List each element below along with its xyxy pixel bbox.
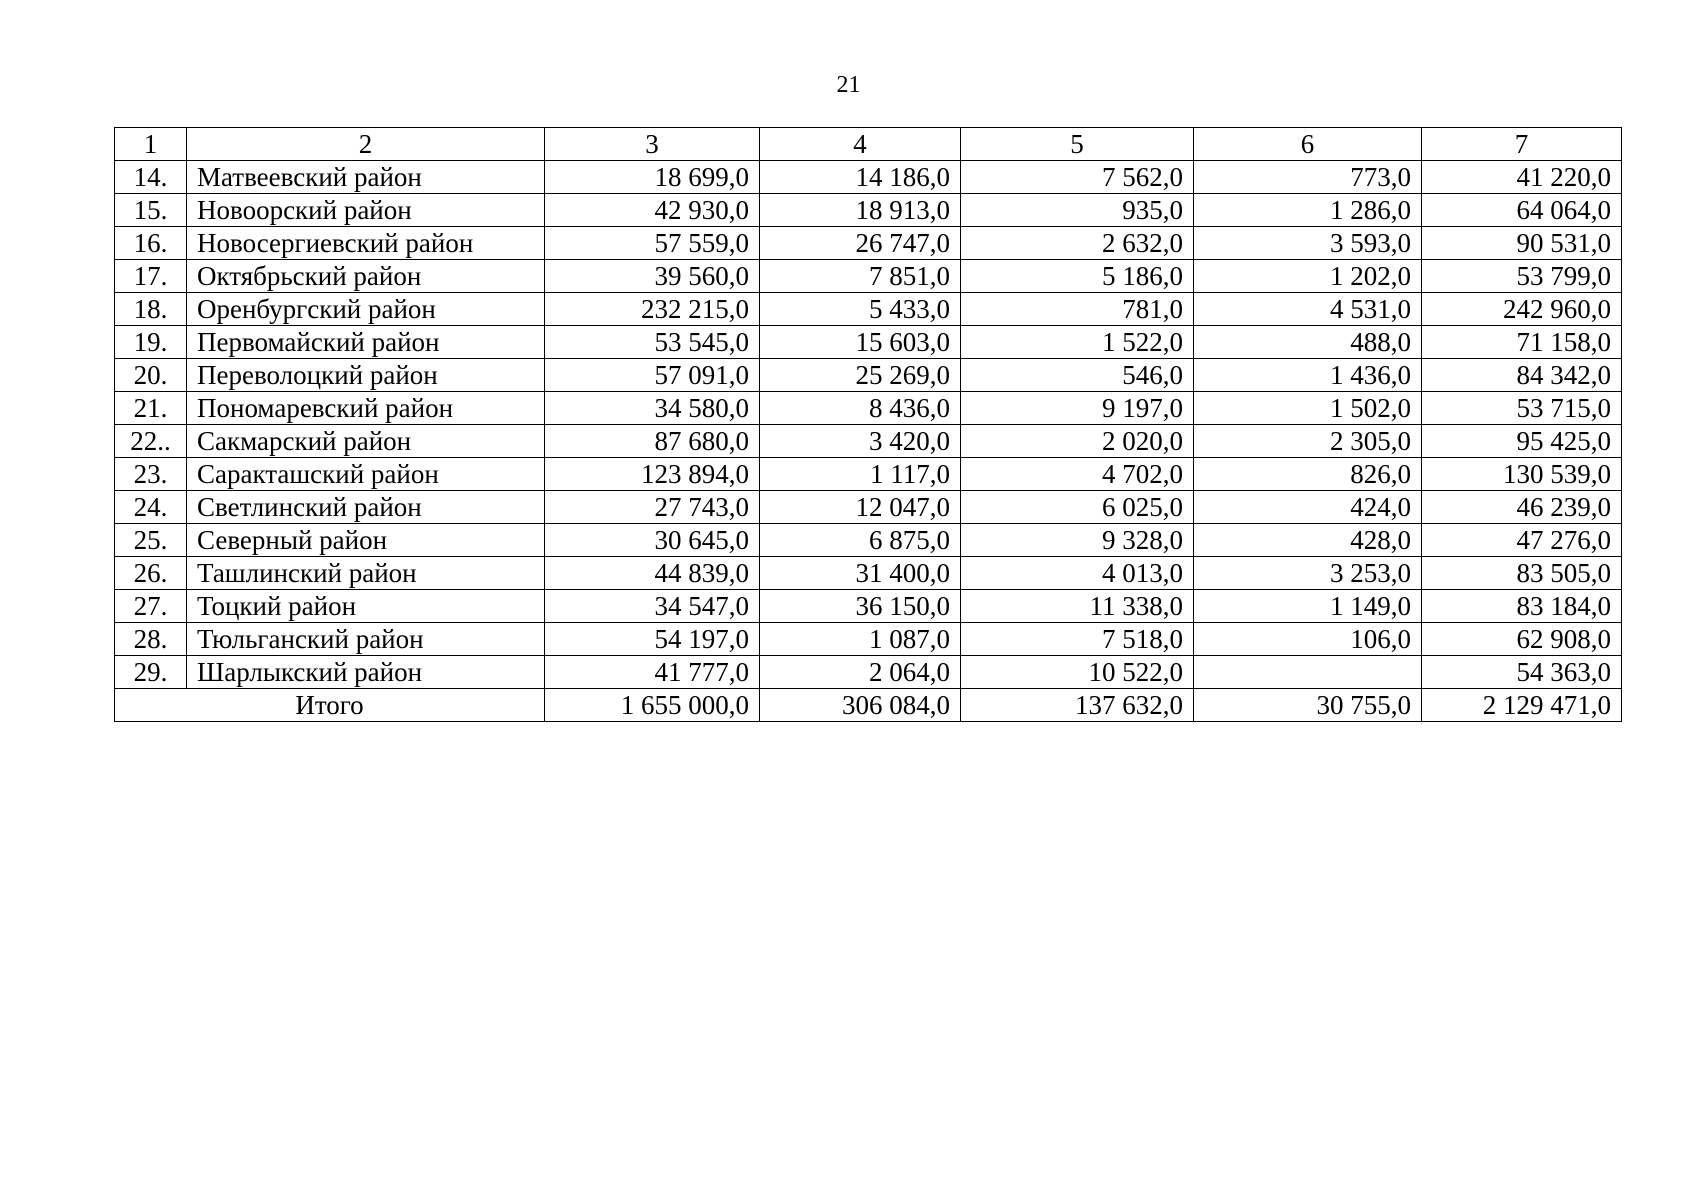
district-name: Саракташский район xyxy=(187,458,545,491)
row-number: 26. xyxy=(115,557,187,590)
value-col-6: 1 202,0 xyxy=(1194,260,1422,293)
total-col-3: 1 655 000,0 xyxy=(545,689,760,722)
header-cell-5: 5 xyxy=(961,128,1194,161)
value-col-5: 546,0 xyxy=(961,359,1194,392)
table-row xyxy=(115,557,1622,590)
district-name: Тоцкий район xyxy=(187,590,545,623)
row-number: 20. xyxy=(115,359,187,392)
district-name: Сакмарский район xyxy=(187,425,545,458)
value-col-3: 34 580,0 xyxy=(545,392,760,425)
table-row xyxy=(115,260,1622,293)
value-col-3: 57 559,0 xyxy=(545,227,760,260)
row-number: 15. xyxy=(115,194,187,227)
row-number: 29. xyxy=(115,656,187,689)
value-col-7: 83 184,0 xyxy=(1422,590,1622,623)
value-col-4: 36 150,0 xyxy=(760,590,961,623)
value-col-4: 3 420,0 xyxy=(760,425,961,458)
table-row xyxy=(115,194,1622,227)
value-col-4: 15 603,0 xyxy=(760,326,961,359)
value-col-3: 232 215,0 xyxy=(545,293,760,326)
table-row xyxy=(115,425,1622,458)
value-col-6: 428,0 xyxy=(1194,524,1422,557)
value-col-5: 11 338,0 xyxy=(961,590,1194,623)
total-col-7: 2 129 471,0 xyxy=(1422,689,1622,722)
value-col-3: 53 545,0 xyxy=(545,326,760,359)
table-row xyxy=(115,293,1622,326)
value-col-4: 5 433,0 xyxy=(760,293,961,326)
value-col-3: 39 560,0 xyxy=(545,260,760,293)
value-col-4: 25 269,0 xyxy=(760,359,961,392)
header-cell-6: 6 xyxy=(1194,128,1422,161)
data-table xyxy=(114,127,1622,722)
value-col-5: 10 522,0 xyxy=(961,656,1194,689)
table-row xyxy=(115,359,1622,392)
value-col-7: 46 239,0 xyxy=(1422,491,1622,524)
value-col-5: 9 328,0 xyxy=(961,524,1194,557)
table-row xyxy=(115,623,1622,656)
row-number: 22.. xyxy=(115,425,187,458)
value-col-5: 1 522,0 xyxy=(961,326,1194,359)
table-row xyxy=(115,524,1622,557)
value-col-4: 1 087,0 xyxy=(760,623,961,656)
value-col-7: 84 342,0 xyxy=(1422,359,1622,392)
header-cell-1: 1 xyxy=(115,128,187,161)
value-col-6: 773,0 xyxy=(1194,161,1422,194)
value-col-6: 1 286,0 xyxy=(1194,194,1422,227)
value-col-6: 1 149,0 xyxy=(1194,590,1422,623)
value-col-5: 2 632,0 xyxy=(961,227,1194,260)
value-col-3: 44 839,0 xyxy=(545,557,760,590)
value-col-6: 488,0 xyxy=(1194,326,1422,359)
value-col-3: 27 743,0 xyxy=(545,491,760,524)
value-col-7: 47 276,0 xyxy=(1422,524,1622,557)
value-col-7: 41 220,0 xyxy=(1422,161,1622,194)
value-col-7: 54 363,0 xyxy=(1422,656,1622,689)
value-col-4: 2 064,0 xyxy=(760,656,961,689)
row-number: 21. xyxy=(115,392,187,425)
value-col-6: 4 531,0 xyxy=(1194,293,1422,326)
value-col-5: 2 020,0 xyxy=(961,425,1194,458)
district-name: Первомайский район xyxy=(187,326,545,359)
header-cell-3: 3 xyxy=(545,128,760,161)
value-col-3: 87 680,0 xyxy=(545,425,760,458)
district-name: Светлинский район xyxy=(187,491,545,524)
value-col-4: 8 436,0 xyxy=(760,392,961,425)
total-row xyxy=(115,689,1622,722)
value-col-5: 7 518,0 xyxy=(961,623,1194,656)
header-cell-2: 2 xyxy=(187,128,545,161)
table-body xyxy=(115,128,1622,722)
value-col-5: 935,0 xyxy=(961,194,1194,227)
value-col-3: 34 547,0 xyxy=(545,590,760,623)
header-row xyxy=(115,128,1622,161)
value-col-5: 6 025,0 xyxy=(961,491,1194,524)
value-col-3: 18 699,0 xyxy=(545,161,760,194)
value-col-4: 26 747,0 xyxy=(760,227,961,260)
value-col-5: 5 186,0 xyxy=(961,260,1194,293)
row-number: 14. xyxy=(115,161,187,194)
district-name: Ташлинский район xyxy=(187,557,545,590)
value-col-6: 826,0 xyxy=(1194,458,1422,491)
value-col-4: 31 400,0 xyxy=(760,557,961,590)
value-col-4: 6 875,0 xyxy=(760,524,961,557)
value-col-7: 83 505,0 xyxy=(1422,557,1622,590)
table-row xyxy=(115,392,1622,425)
value-col-7: 90 531,0 xyxy=(1422,227,1622,260)
district-name: Оренбургский район xyxy=(187,293,545,326)
value-col-7: 53 715,0 xyxy=(1422,392,1622,425)
value-col-6: 1 436,0 xyxy=(1194,359,1422,392)
value-col-4: 1 117,0 xyxy=(760,458,961,491)
district-name: Пономаревский район xyxy=(187,392,545,425)
row-number: 19. xyxy=(115,326,187,359)
value-col-7: 242 960,0 xyxy=(1422,293,1622,326)
value-col-3: 41 777,0 xyxy=(545,656,760,689)
district-name: Шарлыкский район xyxy=(187,656,545,689)
total-label: Итого xyxy=(115,689,545,722)
value-col-7: 62 908,0 xyxy=(1422,623,1622,656)
district-name: Переволоцкий район xyxy=(187,359,545,392)
table-row xyxy=(115,590,1622,623)
value-col-5: 4 702,0 xyxy=(961,458,1194,491)
header-cell-7: 7 xyxy=(1422,128,1622,161)
value-col-6: 3 253,0 xyxy=(1194,557,1422,590)
value-col-4: 7 851,0 xyxy=(760,260,961,293)
row-number: 27. xyxy=(115,590,187,623)
table-row xyxy=(115,227,1622,260)
table-row xyxy=(115,491,1622,524)
value-col-7: 95 425,0 xyxy=(1422,425,1622,458)
district-name: Северный район xyxy=(187,524,545,557)
value-col-7: 71 158,0 xyxy=(1422,326,1622,359)
header-cell-4: 4 xyxy=(760,128,961,161)
total-col-6: 30 755,0 xyxy=(1194,689,1422,722)
value-col-3: 57 091,0 xyxy=(545,359,760,392)
district-name: Новосергиевский район xyxy=(187,227,545,260)
value-col-4: 12 047,0 xyxy=(760,491,961,524)
value-col-5: 7 562,0 xyxy=(961,161,1194,194)
value-col-3: 30 645,0 xyxy=(545,524,760,557)
row-number: 18. xyxy=(115,293,187,326)
value-col-6: 424,0 xyxy=(1194,491,1422,524)
row-number: 28. xyxy=(115,623,187,656)
value-col-5: 9 197,0 xyxy=(961,392,1194,425)
value-col-4: 14 186,0 xyxy=(760,161,961,194)
value-col-6: 3 593,0 xyxy=(1194,227,1422,260)
total-col-4: 306 084,0 xyxy=(760,689,961,722)
row-number: 23. xyxy=(115,458,187,491)
value-col-3: 42 930,0 xyxy=(545,194,760,227)
district-name: Матвеевский район xyxy=(187,161,545,194)
table-row xyxy=(115,458,1622,491)
district-name: Октябрьский район xyxy=(187,260,545,293)
table-row xyxy=(115,161,1622,194)
row-number: 17. xyxy=(115,260,187,293)
value-col-5: 781,0 xyxy=(961,293,1194,326)
value-col-4: 18 913,0 xyxy=(760,194,961,227)
row-number: 16. xyxy=(115,227,187,260)
row-number: 25. xyxy=(115,524,187,557)
value-col-3: 54 197,0 xyxy=(545,623,760,656)
row-number: 24. xyxy=(115,491,187,524)
value-col-7: 130 539,0 xyxy=(1422,458,1622,491)
value-col-7: 64 064,0 xyxy=(1422,194,1622,227)
value-col-6 xyxy=(1194,656,1422,689)
page-number: 21 xyxy=(836,72,861,98)
value-col-6: 1 502,0 xyxy=(1194,392,1422,425)
value-col-3: 123 894,0 xyxy=(545,458,760,491)
district-name: Тюльганский район xyxy=(187,623,545,656)
total-col-5: 137 632,0 xyxy=(961,689,1194,722)
table-row xyxy=(115,656,1622,689)
table-row xyxy=(115,326,1622,359)
value-col-6: 106,0 xyxy=(1194,623,1422,656)
value-col-6: 2 305,0 xyxy=(1194,425,1422,458)
district-name: Новоорский район xyxy=(187,194,545,227)
value-col-7: 53 799,0 xyxy=(1422,260,1622,293)
value-col-5: 4 013,0 xyxy=(961,557,1194,590)
